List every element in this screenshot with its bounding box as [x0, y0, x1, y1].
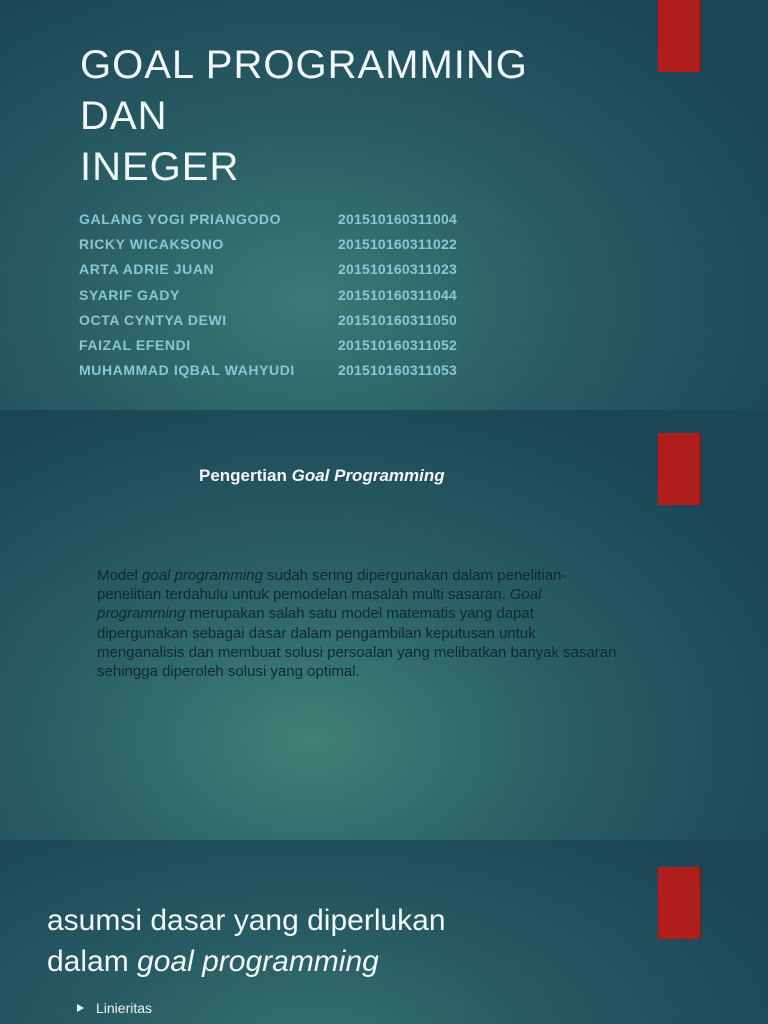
- slide-marker-red: [658, 0, 700, 72]
- definition-heading: [199, 466, 445, 486]
- assumption-list: [77, 1000, 152, 1016]
- list-item-label: Linieritas: [96, 1000, 153, 1016]
- body-text-1: Model: [97, 567, 143, 584]
- assumption-heading: [47, 900, 446, 982]
- list-item: [77, 1000, 152, 1016]
- member-nim: 201510160311044: [338, 286, 458, 303]
- body-text-3: merupakan salah satu model matematis yang dapat dipergunakan sebagai dasar dalam pengambilan keputusan untuk menganalisis dan membuat solusi persoalan yang melibatkan banyak sasaran sehingga diperoleh solusi yang optimal.: [97, 605, 617, 681]
- member-row: [79, 282, 457, 307]
- member-row: [79, 332, 457, 357]
- member-name: GALANG YOGI PRIANGODO: [79, 210, 282, 227]
- member-row: [79, 206, 457, 231]
- slide-1: [0, 0, 768, 410]
- member-nim: 201510160311052: [338, 337, 458, 354]
- slide-title: [80, 40, 528, 193]
- heading-line-1: asumsi dasar yang diperlukan: [47, 904, 446, 937]
- member-nim: 201510160311050: [338, 311, 458, 328]
- member-name: SYARIF GADY: [79, 286, 180, 303]
- heading-plain: Pengertian: [199, 466, 292, 485]
- title-line-1: GOAL PROGRAMMING: [80, 43, 528, 87]
- heading-line-2-italic: goal programming: [137, 945, 379, 978]
- member-row: [79, 307, 457, 332]
- member-name: RICKY WICAKSONO: [79, 235, 224, 252]
- heading-italic: Goal Programming: [291, 466, 445, 485]
- member-nim: 201510160311053: [338, 362, 458, 379]
- member-nim: 201510160311004: [338, 210, 458, 227]
- member-row: [79, 231, 457, 256]
- definition-paragraph: [97, 566, 617, 681]
- member-name: OCTA CYNTYA DEWI: [79, 311, 227, 328]
- member-nim: 201510160311023: [338, 261, 458, 278]
- body-text-2: sudah sering dipergunakan dalam penelitian-penelitian terdahulu untuk pemodelan masalah multi sasaran.: [97, 567, 567, 604]
- member-row: [79, 257, 457, 282]
- member-name: ARTA ADRIE JUAN: [79, 261, 215, 278]
- body-italic-2: Goal programming: [97, 586, 542, 623]
- slide-marker-red: [658, 433, 700, 505]
- heading-line-2-plain: dalam: [47, 945, 138, 978]
- body-italic-1: goal programming: [142, 567, 263, 584]
- slide-marker-red: [658, 867, 700, 939]
- triangle-right-icon: [77, 1004, 84, 1012]
- title-line-2: DAN: [80, 94, 168, 138]
- member-list: [79, 206, 457, 383]
- title-line-3: INEGER: [80, 145, 240, 189]
- member-name: MUHAMMAD IQBAL WAHYUDI: [79, 362, 295, 379]
- member-nim: 201510160311022: [338, 235, 458, 252]
- slide-3: [0, 840, 768, 1024]
- slide-2: [0, 410, 768, 840]
- member-row: [79, 358, 457, 383]
- member-name: FAIZAL EFENDI: [79, 337, 191, 354]
